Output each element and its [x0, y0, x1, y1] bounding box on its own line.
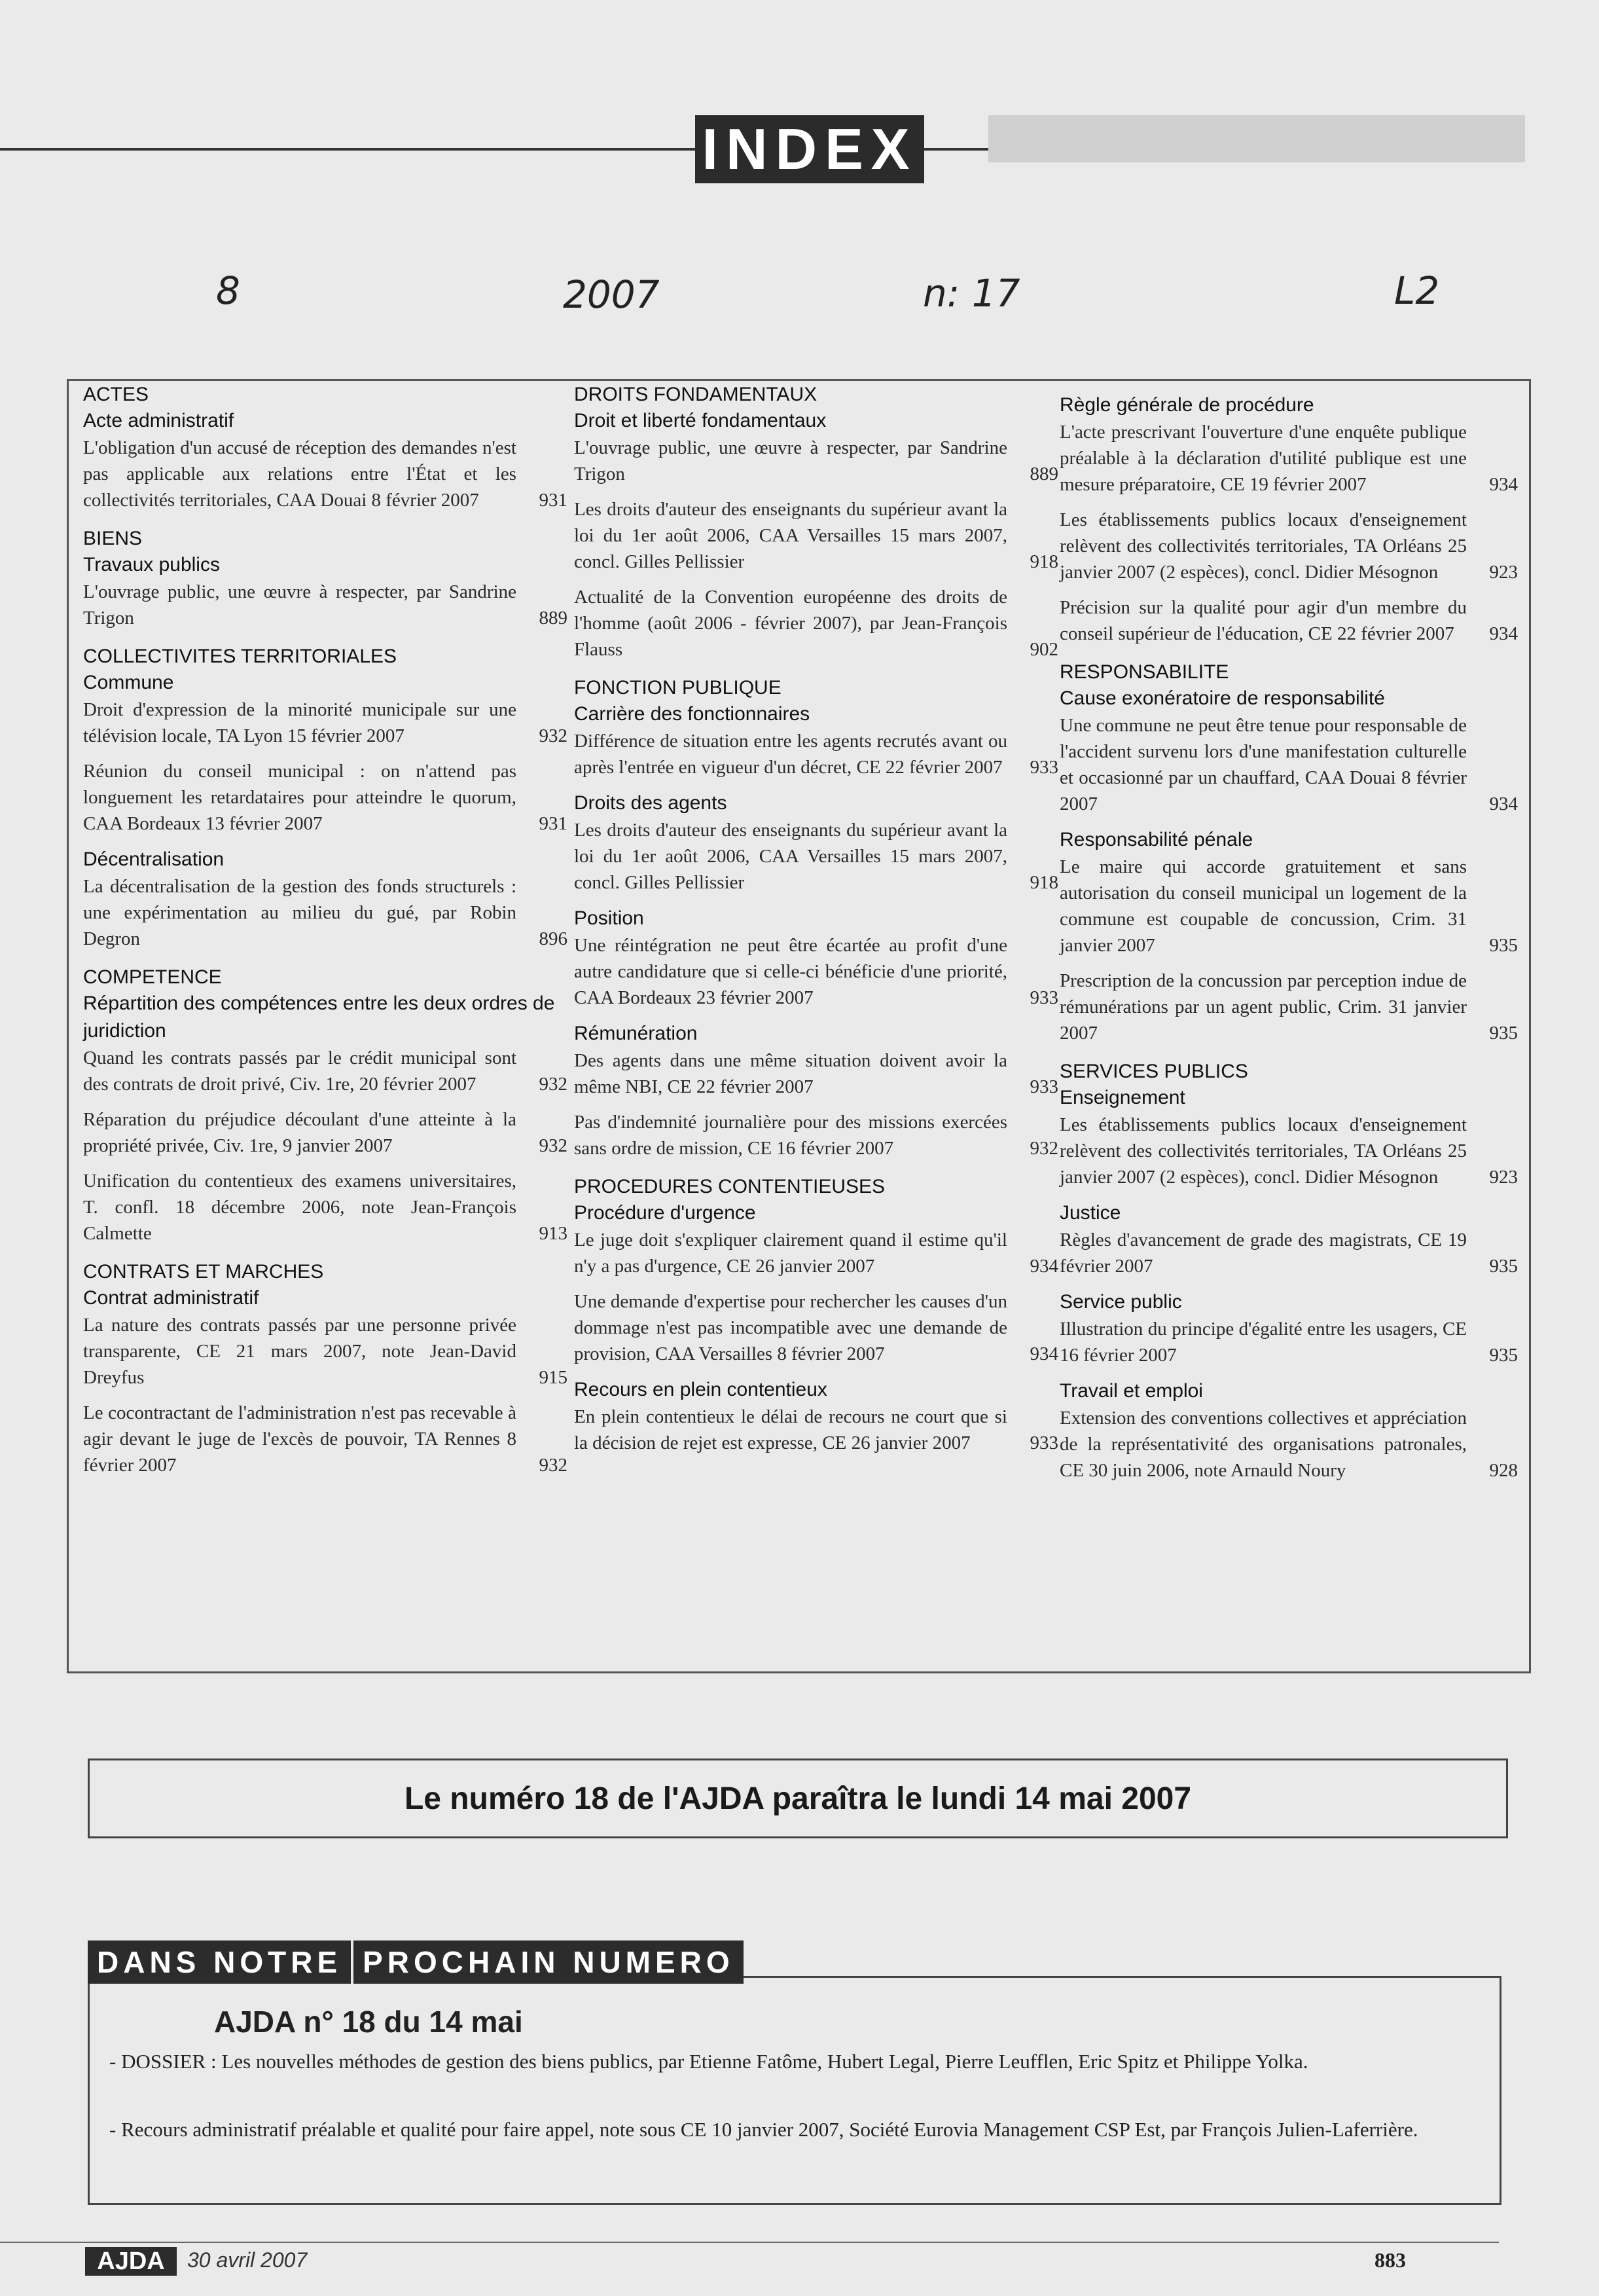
index-entry	[574, 932, 1058, 1011]
subsection-heading: Contrat administratif	[83, 1287, 259, 1309]
entry-page-number: 889	[539, 608, 567, 629]
next-issue-box	[88, 1976, 1501, 2205]
entry-text: Des agents dans une même situation doivent avoir la même NBI, CE 22 février 2007	[574, 1050, 1007, 1097]
entry-page-number: 902	[1030, 639, 1058, 660]
footer-rule	[0, 2242, 1499, 2243]
entry-page-number: 934	[1489, 474, 1518, 495]
entry-text: Les droits d'auteur des enseignants du supérieur avant la loi du 1er août 2006, CAA Versailles 15 mars 2007, concl. Gilles Pellissier	[574, 820, 1007, 893]
index-entry	[574, 496, 1058, 575]
entry-text: Le juge doit s'expliquer clairement quand il estime qu'il n'y a pas d'urgence, CE 26 janvier 2007	[574, 1230, 1007, 1277]
index-frame	[67, 379, 1531, 1673]
entry-page-number: 931	[539, 813, 567, 834]
entry-page-number: 932	[539, 1135, 567, 1156]
index-entry	[574, 1404, 1058, 1456]
subsection-heading: Cause exonératoire de responsabilité	[1060, 687, 1385, 709]
entry-text: La nature des contrats passés par une personne privée transparente, CE 21 mars 2007, note Jean-David Dreyfus	[83, 1315, 516, 1388]
entry-page-number: 935	[1489, 1023, 1518, 1044]
index-column-2	[574, 384, 1058, 1465]
subsection-heading: Position	[574, 907, 644, 929]
subsection-heading: Commune	[83, 672, 174, 693]
index-entry	[574, 817, 1058, 896]
entry-text: Droit d'expression de la minorité municipale sur une télévision locale, TA Lyon 15 février 2007	[83, 699, 516, 746]
handwritten-note-3: n: 17	[923, 271, 1020, 316]
entry-text: Pas d'indemnité journalière pour des missions exercées sans ordre de mission, CE 16 février 2007	[574, 1112, 1007, 1159]
subsection-heading: Rémunération	[574, 1023, 698, 1044]
subsection-heading: Justice	[1060, 1202, 1121, 1224]
next-issue-heading-part2: PROCHAIN NUMERO	[351, 1941, 744, 1984]
index-entry	[1060, 507, 1518, 585]
entry-text: Différence de situation entre les agents recrutés avant ou après l'entrée en vigueur d'un décret, CE 22 février 2007	[574, 731, 1007, 778]
entry-page-number: 935	[1489, 1256, 1518, 1277]
index-entry	[574, 435, 1058, 487]
entry-page-number: 934	[1489, 793, 1518, 814]
index-entry	[83, 697, 567, 749]
index-entry	[574, 728, 1058, 780]
index-entry	[1060, 1405, 1518, 1484]
index-entry	[574, 1109, 1058, 1161]
index-entry	[574, 1227, 1058, 1279]
subsection-heading: Travaux publics	[83, 554, 220, 575]
issue-title: AJDA n° 18 du 14 mai	[214, 2005, 523, 2039]
index-entry	[574, 584, 1058, 663]
entry-page-number: 933	[1030, 1432, 1058, 1453]
entry-text: Quand les contrats passés par le crédit municipal sont des contrats de droit privé, Civ. 1re, 20 février 2007	[83, 1048, 516, 1095]
entry-text: Réunion du conseil municipal : on n'attend pas longuement les retardataires pour atteindre le quorum, CAA Bordeaux 13 février 2007	[83, 761, 516, 834]
footer-date: 30 avril 2007	[187, 2248, 308, 2272]
index-entry	[1060, 1227, 1518, 1279]
entry-page-number: 933	[1030, 1076, 1058, 1097]
index-entry	[83, 435, 567, 513]
entry-page-number: 932	[539, 725, 567, 746]
page-number: 883	[1374, 2248, 1406, 2272]
section-heading: BIENS	[83, 528, 143, 549]
subsection-heading: Décentralisation	[83, 848, 225, 870]
entry-text: L'acte prescrivant l'ouverture d'une enquête publique préalable à la déclaration d'utilité publique est une mesure préparatoire, CE 19 février 2007	[1060, 422, 1467, 495]
entry-page-number: 934	[1489, 623, 1518, 644]
entry-page-number: 918	[1030, 551, 1058, 572]
index-entry	[1060, 419, 1518, 498]
entry-text: L'obligation d'un accusé de réception des demandes n'est pas applicable aux relations entre l'État et les collectivités territoriales, CAA Douai 8 février 2007	[83, 437, 516, 511]
entry-text: Une demande d'expertise pour rechercher les causes d'un dommage n'est pas incompatible avec une demande de provision, CAA Versailles 8 février 2007	[574, 1291, 1007, 1364]
index-entry	[1060, 1112, 1518, 1190]
section-heading: SERVICES PUBLICS	[1060, 1061, 1248, 1082]
section-heading: ACTES	[83, 384, 149, 405]
next-issue-item-dossier: - DOSSIER : Les nouvelles méthodes de gestion des biens publics, par Etienne Fatôme, Hubert Legal, Pierre Leufflen, Eric Spitz et Philippe Yolka.	[109, 2050, 1308, 2073]
entry-text: Extension des conventions collectives et appréciation de la représentativité des organisations patronales, CE 30 juin 2006, note Arnauld Noury	[1060, 1408, 1467, 1481]
entry-text: Prescription de la concussion par perception indue de rémunérations par un agent public, Crim. 31 janvier 2007	[1060, 970, 1467, 1044]
entry-text: Une réintégration ne peut être écartée au profit d'une autre candidature que si celle-ci bénéficie d'une priorité, CAA Bordeaux 23 février 2007	[574, 935, 1007, 1008]
entry-page-number: 935	[1489, 1345, 1518, 1366]
section-heading: PROCEDURES CONTENTIEUSES	[574, 1176, 886, 1197]
subsection-heading: Service public	[1060, 1291, 1182, 1313]
entry-text: Les établissements publics locaux d'enseignement relèvent des collectivités territoriales, TA Orléans 25 janvier 2007 (2 espèces), concl. Didier Mésognon	[1060, 509, 1467, 583]
entry-page-number: 913	[539, 1223, 567, 1244]
index-column-3	[1060, 390, 1518, 1493]
index-entry	[83, 1312, 567, 1391]
entry-text: Illustration du principe d'égalité entre les usagers, CE 16 février 2007	[1060, 1319, 1467, 1366]
index-entry	[83, 1400, 567, 1478]
index-entry	[83, 1045, 567, 1097]
entry-page-number: 933	[1030, 757, 1058, 778]
index-entry	[83, 579, 567, 631]
subsection-heading: Responsabilité pénale	[1060, 829, 1253, 850]
entry-page-number: 932	[539, 1455, 567, 1476]
next-issue-heading	[88, 1941, 744, 1984]
entry-text: Le maire qui accorde gratuitement et sans autorisation du conseil municipal un logement de la commune est coupable de concussion, Crim. 31 janvier 2007	[1060, 856, 1467, 956]
entry-text: Une commune ne peut être tenue pour responsable de l'accident survenu lors d'une manifestation culturelle et occasionné par un chauffard, CAA Douai 8 février 2007	[1060, 715, 1467, 814]
section-heading: CONTRATS ET MARCHES	[83, 1261, 324, 1283]
subsection-heading: Procédure d'urgence	[574, 1202, 756, 1224]
entry-page-number: 934	[1030, 1343, 1058, 1364]
entry-page-number: 918	[1030, 872, 1058, 893]
handwritten-note-1: 8	[216, 268, 240, 313]
entry-text: L'ouvrage public, une œuvre à respecter, par Sandrine Trigon	[83, 581, 516, 629]
entry-text: L'ouvrage public, une œuvre à respecter, par Sandrine Trigon	[574, 437, 1007, 484]
subsection-heading: Recours en plein contentieux	[574, 1379, 827, 1400]
index-entry	[1060, 712, 1518, 817]
next-issue-item-recours: - Recours administratif préalable et qualité pour faire appel, note sous CE 10 janvier 2007, Société Eurovia Management CSP Est, par François Julien-Laferrière.	[109, 2118, 1418, 2141]
index-entry	[574, 1048, 1058, 1100]
index-entry	[83, 758, 567, 837]
section-heading: FONCTION PUBLIQUE	[574, 677, 782, 699]
subsection-heading: Travail et emploi	[1060, 1380, 1203, 1402]
entry-page-number: 896	[539, 928, 567, 949]
section-heading: COMPETENCE	[83, 966, 222, 988]
index-entry	[83, 1106, 567, 1159]
entry-page-number: 933	[1030, 987, 1058, 1008]
entry-text: Unification du contentieux des examens universitaires, T. confl. 18 décembre 2006, note Jean-François Calmette	[83, 1171, 516, 1244]
entry-text: Réparation du préjudice découlant d'une atteinte à la propriété privée, Civ. 1re, 9 janvier 2007	[83, 1109, 516, 1156]
page-title: INDEX	[695, 115, 924, 183]
subsection-heading: Acte administratif	[83, 410, 234, 431]
entry-text: En plein contentieux le délai de recours ne court que si la décision de rejet est expresse, CE 26 janvier 2007	[574, 1406, 1007, 1453]
subsection-heading: Enseignement	[1060, 1087, 1185, 1108]
handwritten-note-2: 2007	[563, 272, 660, 317]
entry-page-number: 932	[1030, 1138, 1058, 1159]
entry-text: Précision sur la qualité pour agir d'un membre du conseil supérieur de l'éducation, CE 22 février 2007	[1060, 597, 1467, 644]
index-entry	[83, 1168, 567, 1247]
subsection-heading: Répartition des compétences entre les deux ordres de juridiction	[83, 993, 555, 1042]
section-heading: DROITS FONDAMENTAUX	[574, 384, 817, 405]
entry-text: Actualité de la Convention européenne des droits de l'homme (août 2006 - février 2007), par Jean-François Flauss	[574, 587, 1007, 660]
entry-page-number: 931	[539, 490, 567, 511]
index-entry	[1060, 594, 1518, 647]
ajda-logo: AJDA	[85, 2247, 177, 2276]
subsection-heading: Carrière des fonctionnaires	[574, 703, 810, 725]
entry-page-number: 935	[1489, 935, 1518, 956]
entry-text: Règles d'avancement de grade des magistrats, CE 19 février 2007	[1060, 1230, 1467, 1277]
entry-page-number: 915	[539, 1367, 567, 1388]
entry-page-number: 932	[539, 1074, 567, 1095]
entry-text: La décentralisation de la gestion des fonds structurels : une expérimentation au milieu du gué, par Robin Degron	[83, 876, 516, 949]
entry-page-number: 934	[1030, 1256, 1058, 1277]
next-issue-announcement: Le numéro 18 de l'AJDA paraîtra le lundi 14 mai 2007	[88, 1758, 1508, 1838]
entry-page-number: 923	[1489, 562, 1518, 583]
entry-text: Le cocontractant de l'administration n'est pas recevable à agir devant le juge de l'excès de pouvoir, TA Rennes 8 février 2007	[83, 1402, 516, 1476]
index-entry	[83, 873, 567, 952]
index-entry	[1060, 968, 1518, 1046]
bleed-through-bar	[988, 115, 1525, 162]
entry-page-number: 923	[1489, 1167, 1518, 1188]
subsection-heading: Règle générale de procédure	[1060, 394, 1314, 416]
section-heading: COLLECTIVITES TERRITORIALES	[83, 646, 397, 667]
section-heading: RESPONSABILITE	[1060, 661, 1229, 683]
subsection-heading: Droits des agents	[574, 792, 727, 814]
index-entry	[1060, 1316, 1518, 1368]
subsection-heading: Droit et liberté fondamentaux	[574, 410, 827, 431]
entry-text: Les établissements publics locaux d'enseignement relèvent des collectivités territoriales, TA Orléans 25 janvier 2007 (2 espèces), concl. Didier Mésognon	[1060, 1114, 1467, 1188]
next-issue-heading-part1: DANS NOTRE	[88, 1941, 351, 1984]
entry-text: Les droits d'auteur des enseignants du supérieur avant la loi du 1er août 2006, CAA Versailles 15 mars 2007, concl. Gilles Pellissier	[574, 499, 1007, 572]
entry-page-number: 928	[1489, 1460, 1518, 1481]
handwritten-note-4: L2	[1394, 268, 1440, 313]
index-column-1	[83, 384, 567, 1487]
index-entry	[1060, 854, 1518, 958]
entry-page-number: 889	[1030, 464, 1058, 484]
index-entry	[574, 1288, 1058, 1367]
